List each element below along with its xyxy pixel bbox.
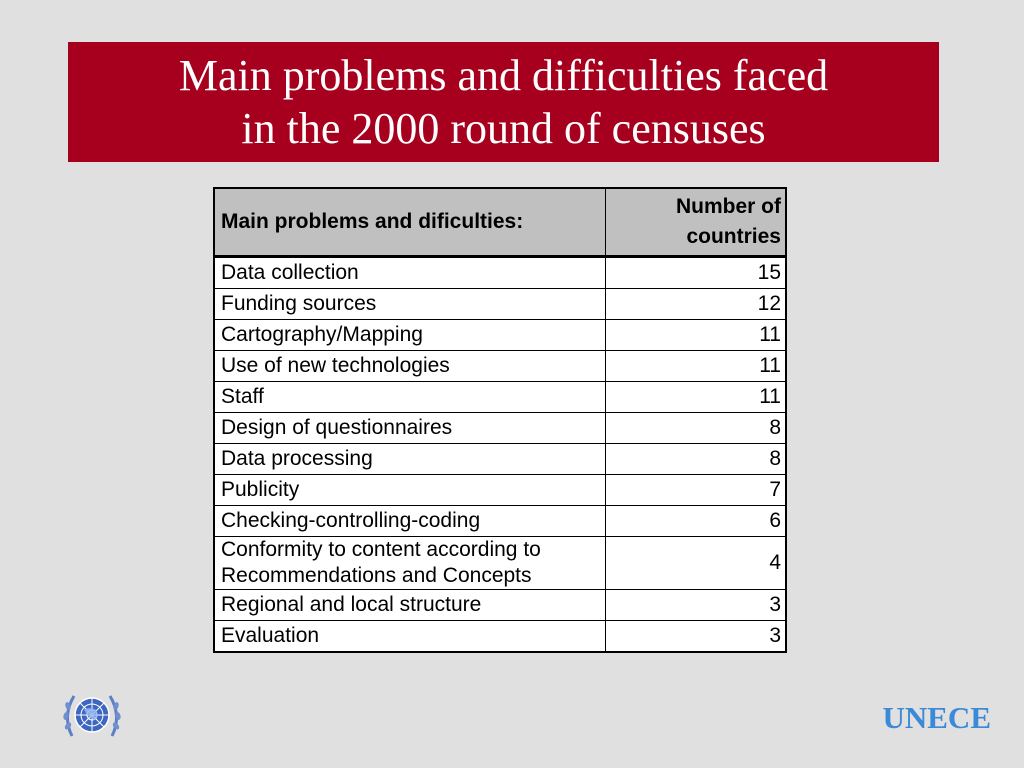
count-cell: 11 (605, 382, 786, 413)
table-row (214, 257, 786, 289)
problem-cell: Use of new technologies (214, 351, 605, 382)
table-row (214, 621, 786, 653)
problem-cell: Regional and local structure (214, 590, 605, 621)
table-row (214, 413, 786, 444)
problem-cell: Staff (214, 382, 605, 413)
table-row (214, 475, 786, 506)
count-cell: 4 (605, 537, 786, 590)
problem-cell: Checking-controlling-coding (214, 506, 605, 537)
problem-cell: Data collection (214, 257, 605, 289)
table-row (214, 320, 786, 351)
problem-cell: Design of questionnaires (214, 413, 605, 444)
unece-brand: UNECE (882, 700, 991, 735)
problem-cell-line-2: Recommendations and Concepts (221, 564, 532, 587)
problem-cell: Cartography/Mapping (214, 320, 605, 351)
table-row (214, 444, 786, 475)
column-header-count (605, 188, 786, 257)
problem-cell: Publicity (214, 475, 605, 506)
table-row (214, 289, 786, 320)
title-line-2: in the 2000 round of censuses (241, 104, 766, 153)
count-cell: 15 (605, 257, 786, 289)
problem-cell-line-1: Conformity to content according to (221, 538, 541, 561)
title-banner (68, 42, 939, 162)
problem-cell: Evaluation (214, 621, 605, 653)
count-cell: 11 (605, 320, 786, 351)
count-cell: 11 (605, 351, 786, 382)
problems-table (213, 187, 787, 653)
problem-cell: Funding sources (214, 289, 605, 320)
table-header-row (214, 188, 786, 257)
count-cell: 8 (605, 413, 786, 444)
count-cell: 6 (605, 506, 786, 537)
count-cell: 7 (605, 475, 786, 506)
column-header-problems: Main problems and dificulties: (214, 188, 605, 257)
table-row (214, 590, 786, 621)
table-row (214, 506, 786, 537)
table-row (214, 537, 786, 590)
column-header-count-line-1: Number of (676, 195, 781, 218)
count-cell: 3 (605, 621, 786, 653)
table-row (214, 351, 786, 382)
count-cell: 12 (605, 289, 786, 320)
count-cell: 3 (605, 590, 786, 621)
problem-cell: Data processing (214, 444, 605, 475)
column-header-count-line-2: countries (686, 225, 781, 248)
title-line-1: Main problems and difficulties faced (178, 51, 829, 100)
count-cell: 8 (605, 444, 786, 475)
problem-cell (214, 537, 605, 590)
un-emblem-icon (60, 688, 124, 744)
table-row (214, 382, 786, 413)
